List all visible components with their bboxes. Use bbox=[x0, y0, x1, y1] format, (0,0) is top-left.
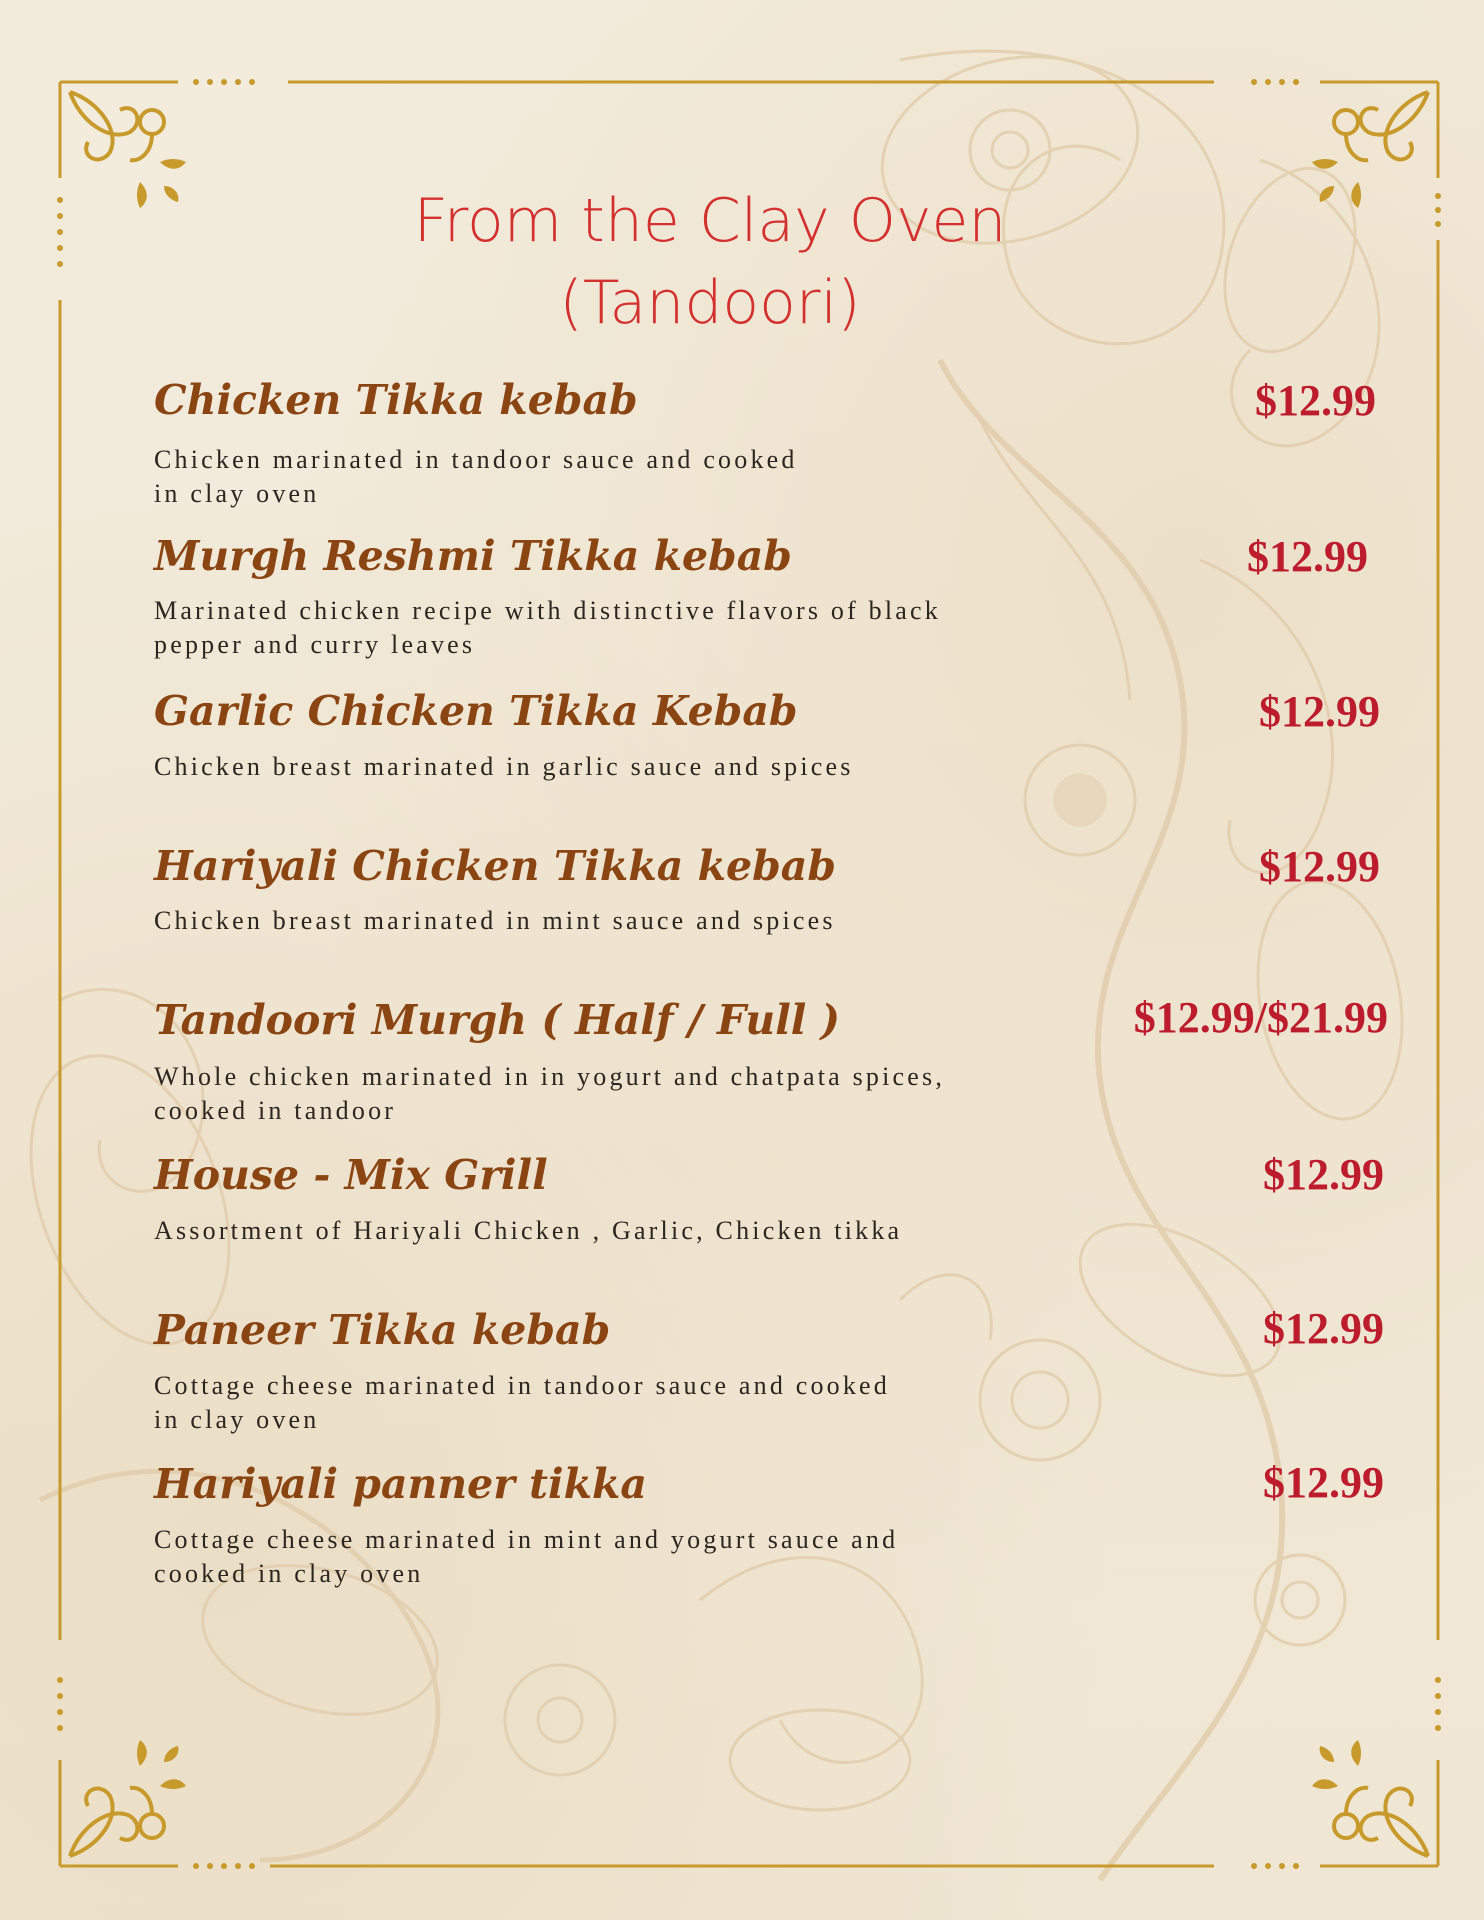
item-name: Tandoori Murgh ( Half / Full ) bbox=[154, 996, 841, 1044]
item-description: Marinated chicken recipe with distinctive flavors of black pepper and curry leaves bbox=[154, 596, 941, 659]
item-name: Murgh Reshmi Tikka kebab bbox=[154, 532, 792, 580]
item-price: $12.99 bbox=[1255, 376, 1376, 425]
item-price: $12.99 bbox=[1263, 1304, 1384, 1353]
item-description: Chicken marinated in tandoor sauce and cooked in clay oven bbox=[154, 445, 798, 508]
item-price: $12.99 bbox=[1247, 532, 1368, 581]
menu-subtitle: (Tandoori) bbox=[559, 268, 861, 338]
item-price: $12.99 bbox=[1263, 1150, 1384, 1199]
item-description: Chicken breast marinated in mint sauce and spices bbox=[154, 906, 836, 935]
item-description: Whole chicken marinated in in yogurt and chatpata spices, cooked in tandoor bbox=[154, 1062, 946, 1125]
item-price: $12.99 bbox=[1259, 687, 1380, 736]
item-name: Chicken Tikka kebab bbox=[154, 376, 638, 424]
item-description: Cottage cheese marinated in mint and yogurt sauce and cooked in clay oven bbox=[154, 1525, 899, 1588]
item-name: Paneer Tikka kebab bbox=[154, 1306, 611, 1354]
bottom-right-fleur-icon bbox=[1308, 1736, 1438, 1866]
item-name: Hariyali Chicken Tikka kebab bbox=[154, 842, 836, 890]
item-name: House - Mix Grill bbox=[154, 1151, 548, 1199]
item-price: $12.99 bbox=[1263, 1458, 1384, 1507]
item-name: Garlic Chicken Tikka Kebab bbox=[154, 687, 798, 735]
item-description: Cottage cheese marinated in tandoor sauce and cooked in clay oven bbox=[154, 1371, 891, 1434]
item-description: Chicken breast marinated in garlic sauce and spices bbox=[154, 752, 854, 781]
bottom-left-fleur-icon bbox=[60, 1736, 190, 1866]
item-name: Hariyali panner tikka bbox=[154, 1460, 648, 1508]
menu-title: From the Clay Oven bbox=[413, 186, 1007, 256]
item-description: Assortment of Hariyali Chicken , Garlic, Chicken tikka bbox=[154, 1216, 903, 1245]
item-price: $12.99 bbox=[1259, 842, 1380, 891]
item-price: $12.99/$21.99 bbox=[1133, 993, 1388, 1042]
